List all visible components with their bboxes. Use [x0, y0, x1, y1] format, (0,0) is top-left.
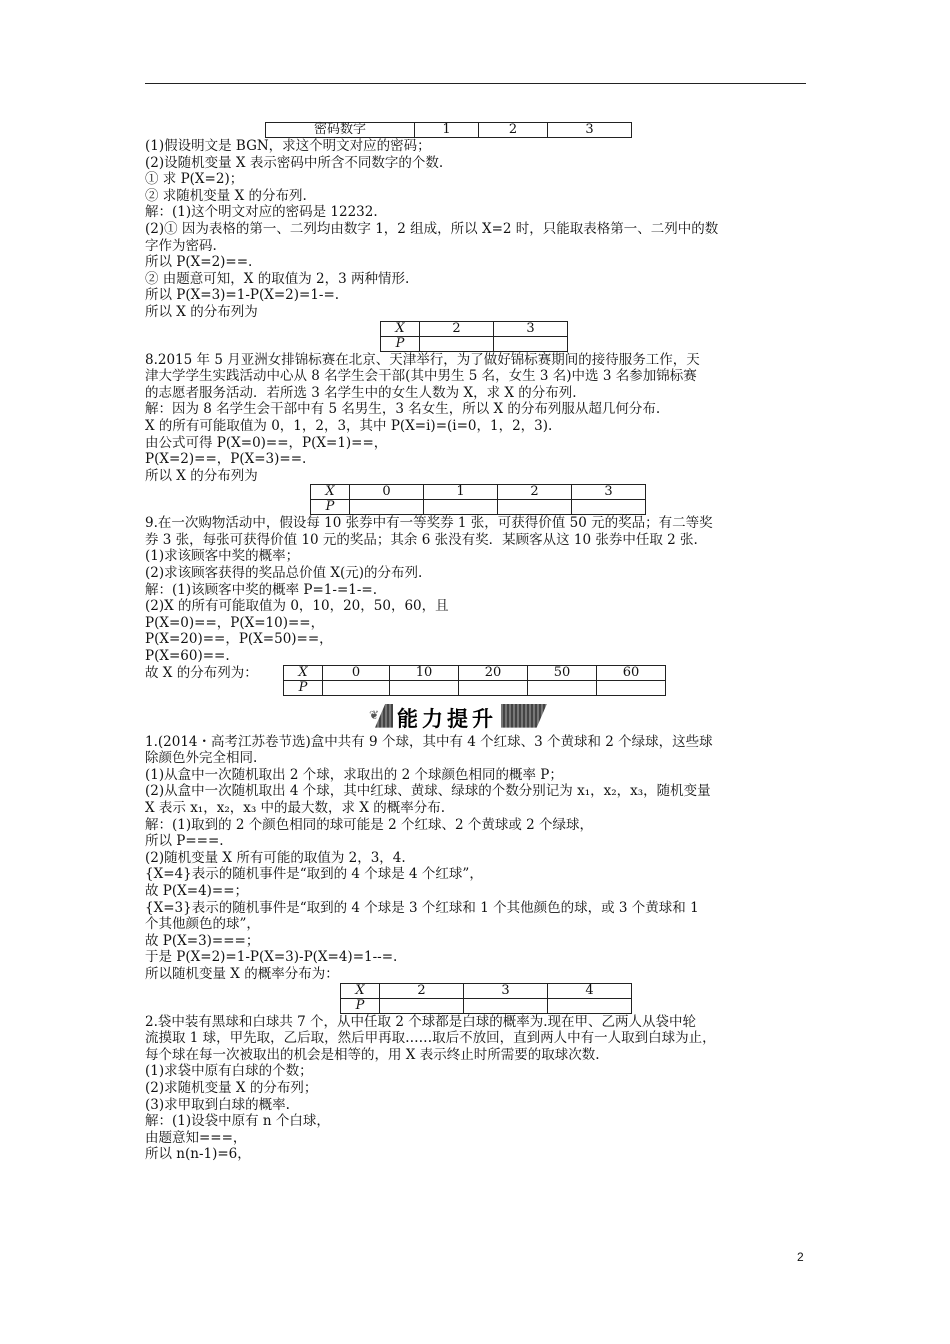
text-line: 于是 P(X=2)=1-P(X=3)-P(X=4)=1--=.: [145, 949, 398, 966]
text-line: ② 求随机变量 X 的分布列.: [145, 187, 307, 204]
cipher-cell: 2: [479, 123, 548, 138]
banner-title: 能力提升: [393, 703, 501, 733]
text-line: 所以 X 的分布列为: [145, 467, 258, 484]
table-cell: 4: [548, 983, 632, 998]
table-cell: 3: [572, 485, 646, 500]
table-cell: P: [284, 680, 323, 695]
block-2: [145, 352, 806, 485]
text-line: 津大学学生实践活动中心从 8 名学生会干部(其中男生 5 名，女生 3 名)中选 3 名参加锦标赛: [145, 368, 697, 385]
text-line: (3)求甲取到白球的概率.: [145, 1096, 290, 1113]
block-4: [145, 734, 806, 983]
table-cell: X: [311, 485, 350, 500]
text-line: (1)求袋中原有白球的个数；: [145, 1063, 313, 1080]
table-cell: P: [341, 998, 380, 1013]
text-line: 所以 P(X=2)==.: [145, 254, 253, 271]
text-line: P(X=2)==，P(X=3)==.: [145, 451, 307, 468]
table-cell: [424, 500, 498, 515]
text-line: (2)求随机变量 X 的分布列；: [145, 1079, 318, 1096]
text-line: 所以 P(X=3)=1-P(X=2)=1-=.: [145, 287, 340, 304]
table-cell: 20: [459, 665, 528, 680]
text-line: 由题意知===，: [145, 1129, 247, 1146]
table-cell: [323, 680, 390, 695]
text-line: {X=4}表示的随机事件是“取到的 4 个球是 4 个红球”，: [145, 866, 483, 883]
text-line: (2)X 的所有可能取值为 0，10，20，50，60，且: [145, 598, 449, 615]
page-content: [145, 122, 806, 1163]
table-cell: 2: [420, 321, 494, 336]
text-line: 故 P(X=3)===；: [145, 932, 260, 949]
text-line: 每个球在每一次被取出的机会是相等的，用 X 表示终止时所需要的取球次数.: [145, 1046, 600, 1063]
text-line: 个其他颜色的球”，: [145, 916, 260, 933]
table-cell: 50: [528, 665, 597, 680]
table-cell: 3: [464, 983, 548, 998]
table-cell: 0: [350, 485, 424, 500]
cipher-cell: 1: [415, 123, 479, 138]
text-line: (2)从盒中一次随机取出 4 个球，其中红球、黄球、绿球的个数分别记为 x₁，x₂，x₃，随机变量: [145, 783, 711, 800]
table-cell: [494, 336, 568, 351]
table-cell: [464, 998, 548, 1013]
table-cell: X: [381, 321, 420, 336]
table-cell: [498, 500, 572, 515]
table-cell: 2: [380, 983, 464, 998]
text-line: 8.2015 年 5 月亚洲女排锦标赛在北京、天津举行，为了做好锦标赛期间的接待服务工作，天: [145, 351, 700, 368]
table-cell: [420, 336, 494, 351]
text-line: 除颜色外完全相同.: [145, 750, 258, 767]
cipher-cell: 密码数字: [266, 123, 415, 138]
cipher-cell: 3: [548, 123, 632, 138]
text-line: (1)假设明文是 BGN，求这个明文对应的密码；: [145, 138, 431, 154]
text-line: 1.(2014・高考江苏卷节选)盒中共有 9 个球，其中有 4 个红球、3 个黄球和 2 个绿球，这些球: [145, 733, 713, 750]
table-cell: [459, 680, 528, 695]
block-1: [145, 138, 806, 321]
text-line: 故 X 的分布列为：: [145, 664, 258, 681]
table-cell: 10: [390, 665, 459, 680]
text-line: 字作为密码.: [145, 237, 217, 254]
text-line: (2)随机变量 X 所有可能的取值为 2，3，4.: [145, 849, 406, 866]
text-line: 所以 X 的分布列为: [145, 303, 258, 320]
table-cell: X: [284, 665, 323, 680]
table-cell: [390, 680, 459, 695]
text-line: P(X=60)==.: [145, 648, 230, 665]
table-cell: 2: [498, 485, 572, 500]
text-line: 9.在一次购物活动中，假设每 10 张券中有一等奖券 1 张，可获得价值 50 元的奖品；有二等奖: [145, 515, 713, 532]
text-line: 所以 n(n-1)=6，: [145, 1146, 251, 1163]
text-line: X 表示 x₁，x₂，x₃ 中的最大数，求 X 的概率分布.: [145, 800, 446, 816]
text-line: (1)从盒中一次随机取出 2 个球，求取出的 2 个球颜色相同的概率 P；: [145, 766, 563, 783]
text-line: ② 由题意可知，X 的取值为 2，3 两种情形.: [145, 270, 410, 287]
text-line: 2.袋中装有黑球和白球共 7 个，从中任取 2 个球都是白球的概率为.现在甲、乙两人从袋中轮: [145, 1013, 697, 1030]
text-line: 解：(1)取到的 2 个颜色相同的球可能是 2 个红球、2 个黄球或 2 个绿球，: [145, 816, 594, 833]
table-cell: 0: [323, 665, 390, 680]
text-line: 券 3 张，每张可获得价值 10 元的奖品；其余 6 张没有奖．某顾客从这 10 张券中任取 2 张.: [145, 531, 698, 548]
distribution-table-1: [380, 321, 568, 352]
text-line: 所以 P===.: [145, 833, 224, 850]
table-cell: 60: [597, 665, 666, 680]
page-number: 2: [797, 1250, 804, 1264]
distribution-table-3: [283, 665, 666, 696]
text-line: 解：(1)设袋中原有 n 个白球，: [145, 1113, 330, 1130]
table-cell: 1: [424, 485, 498, 500]
text-line: 解：(1)该顾客中奖的概率 P=1-=1-=.: [145, 581, 378, 598]
table-cell: [597, 680, 666, 695]
text-line: 故 P(X=4)==；: [145, 882, 249, 899]
text-line: (2)① 因为表格的第一、二列均由数字 1，2 组成，所以 X=2 时，只能取表格第一、二列中的数: [145, 220, 719, 237]
block-3: [145, 515, 806, 664]
cipher-table: [265, 122, 632, 138]
text-line: 的志愿者服务活动．若所选 3 名学生中的女生人数为 X，求 X 的分布列.: [145, 384, 577, 401]
distribution-table-4: [340, 983, 632, 1014]
text-line: 流摸取 1 球，甲先取，乙后取，然后甲再取……取后不放回，直到两人中有一人取到白球为止，: [145, 1030, 716, 1047]
text-line: P(X=0)==，P(X=10)==，: [145, 614, 325, 631]
text-line: (1)求该顾客中奖的概率；: [145, 548, 300, 565]
table-cell: [380, 998, 464, 1013]
table-cell: [548, 998, 632, 1013]
table-cell: P: [311, 500, 350, 515]
distribution-table-2: [310, 484, 646, 515]
table-cell: [350, 500, 424, 515]
text-line: (2)设随机变量 X 表示密码中所含不同数字的个数.: [145, 154, 444, 171]
text-line: 解：(1)这个明文对应的密码是 12232.: [145, 204, 378, 221]
leaf-icon: ❦: [369, 707, 380, 722]
text-line: (2)求该顾客获得的奖品总价值 X(元)的分布列.: [145, 565, 423, 582]
block-5: [145, 1014, 806, 1163]
text-line: 所以随机变量 X 的概率分布为：: [145, 965, 339, 982]
text-line: X 的所有可能取值为 0，1，2，3，其中 P(X=i)=(i=0，1，2，3).: [145, 417, 553, 434]
table-cell: [528, 680, 597, 695]
table-cell: 3: [494, 321, 568, 336]
table-cell: [572, 500, 646, 515]
table-cell: P: [381, 336, 420, 351]
text-line: ① 求 P(X=2)；: [145, 171, 244, 188]
header-rule: [145, 83, 806, 84]
table-cell: X: [341, 983, 380, 998]
section-banner: [145, 702, 806, 732]
text-line: 解：因为 8 名学生会干部中有 5 名男生，3 名女生，所以 X 的分布列服从超几何分布.: [145, 401, 661, 418]
text-line: 由公式可得 P(X=0)==，P(X=1)==，: [145, 434, 388, 451]
text-line: {X=3}表示的随机事件是“取到的 4 个球是 3 个红球和 1 个其他颜色的球，或 3 个黄球和 1: [145, 899, 699, 916]
text-line: P(X=20)==，P(X=50)==，: [145, 631, 333, 648]
